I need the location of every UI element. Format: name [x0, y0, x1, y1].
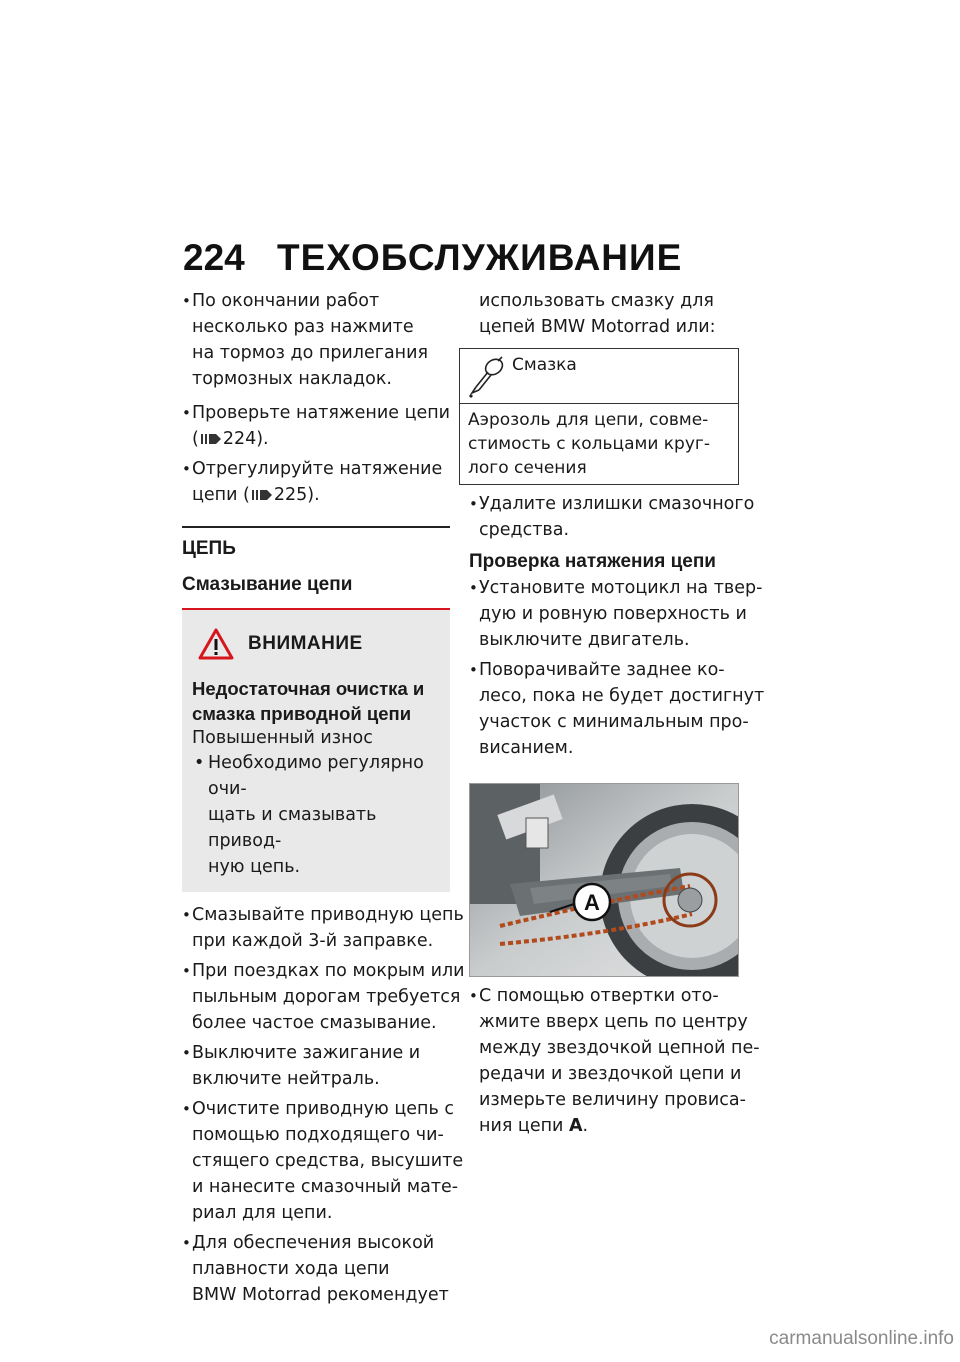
list-item: • Удалите излишки смазочного средства. [469, 494, 755, 540]
warning-title: Недостаточная очистка и смазка приводной цепи [192, 678, 425, 724]
subsection-title: Смазывание цепи [182, 574, 353, 595]
lubricant-oiler-icon [468, 355, 508, 399]
list-item: • Очистите приводную цепь с помощью подходящего чи- стящего средства, высушите и нанесите смазочный мате- риал для цепи. [182, 1099, 464, 1223]
page-number: 224 [183, 237, 245, 278]
continued-text: цепей BMW Motorrad или: [479, 317, 716, 337]
bullet-dot: • [182, 292, 191, 310]
list-item: • Смазывайте приводную цепь при каждой 3-й заправке. [182, 905, 464, 951]
callout-ref: A [568, 1116, 583, 1136]
ref-arrow-icon[interactable] [201, 434, 221, 444]
warning-box [182, 610, 450, 892]
callout-label: A [584, 890, 600, 915]
continued-text: использовать смазку для [479, 291, 714, 311]
list-item: • Отрегулируйте натяжение цепи ( 225). [182, 459, 443, 505]
watermark[interactable]: carmanualsonline.info [769, 1328, 954, 1349]
lubricant-description: Аэрозоль для цепи, совме- стимость с кольцами круг- лого сечения [468, 410, 710, 478]
right-column [468, 288, 765, 1143]
list-item: • Для обеспечения высокой плавности хода цепи BMW Motorrad рекомендует [182, 1233, 449, 1305]
list-item: • Выключите зажигание и включите нейтраль. [182, 1043, 421, 1089]
list-item: • Установите мотоцикл на твер- дую и ровную поверхность и выключите двигатель. [469, 578, 763, 650]
list-item: • С помощью отвертки ото- жмите вверх цепь по центру между звездочкой цепной пе- редачи и звездочкой цепи и измерьте величину провиса- ния цепи A. [469, 986, 760, 1136]
list-item: • Проверьте натяжение цепи ( 224). [182, 403, 451, 449]
lubricant-label: Смазка [512, 355, 577, 375]
list-item: • Поворачивайте заднее ко- лесо, пока не будет достигнут участок с минимальным про- висанием. [469, 660, 765, 758]
warning-label: ВНИМАНИЕ [248, 633, 363, 654]
left-column [182, 288, 465, 1312]
subsection-title: Проверка натяжения цепи [469, 551, 716, 572]
section-title: ЦЕПЬ [182, 538, 236, 559]
warning-triangle-icon [198, 628, 234, 660]
lubricant-box [459, 348, 739, 485]
chain-photo [469, 783, 739, 977]
ref-arrow-icon[interactable] [252, 490, 272, 500]
page-title: ТЕХОБСЛУЖИВАНИЕ [277, 237, 683, 278]
motorcycle-rear-wheel-illustration [470, 784, 738, 976]
page-ref[interactable]: 224). [222, 429, 269, 449]
warning-subtitle: Повышенный износ [192, 728, 373, 748]
section-divider [182, 526, 450, 528]
list-item: • По окончании работ несколько раз нажмите на тормоз до прилегания тормозных накладок. [182, 288, 450, 392]
list-item: • При поездках по мокрым или пыльным дорогам требуется более частое смазывание. [182, 961, 465, 1033]
page-ref[interactable]: 225). [273, 485, 320, 505]
warning-bullet: • Необходимо регулярно очи- щать и смазывать привод- ную цепь. [194, 753, 424, 877]
